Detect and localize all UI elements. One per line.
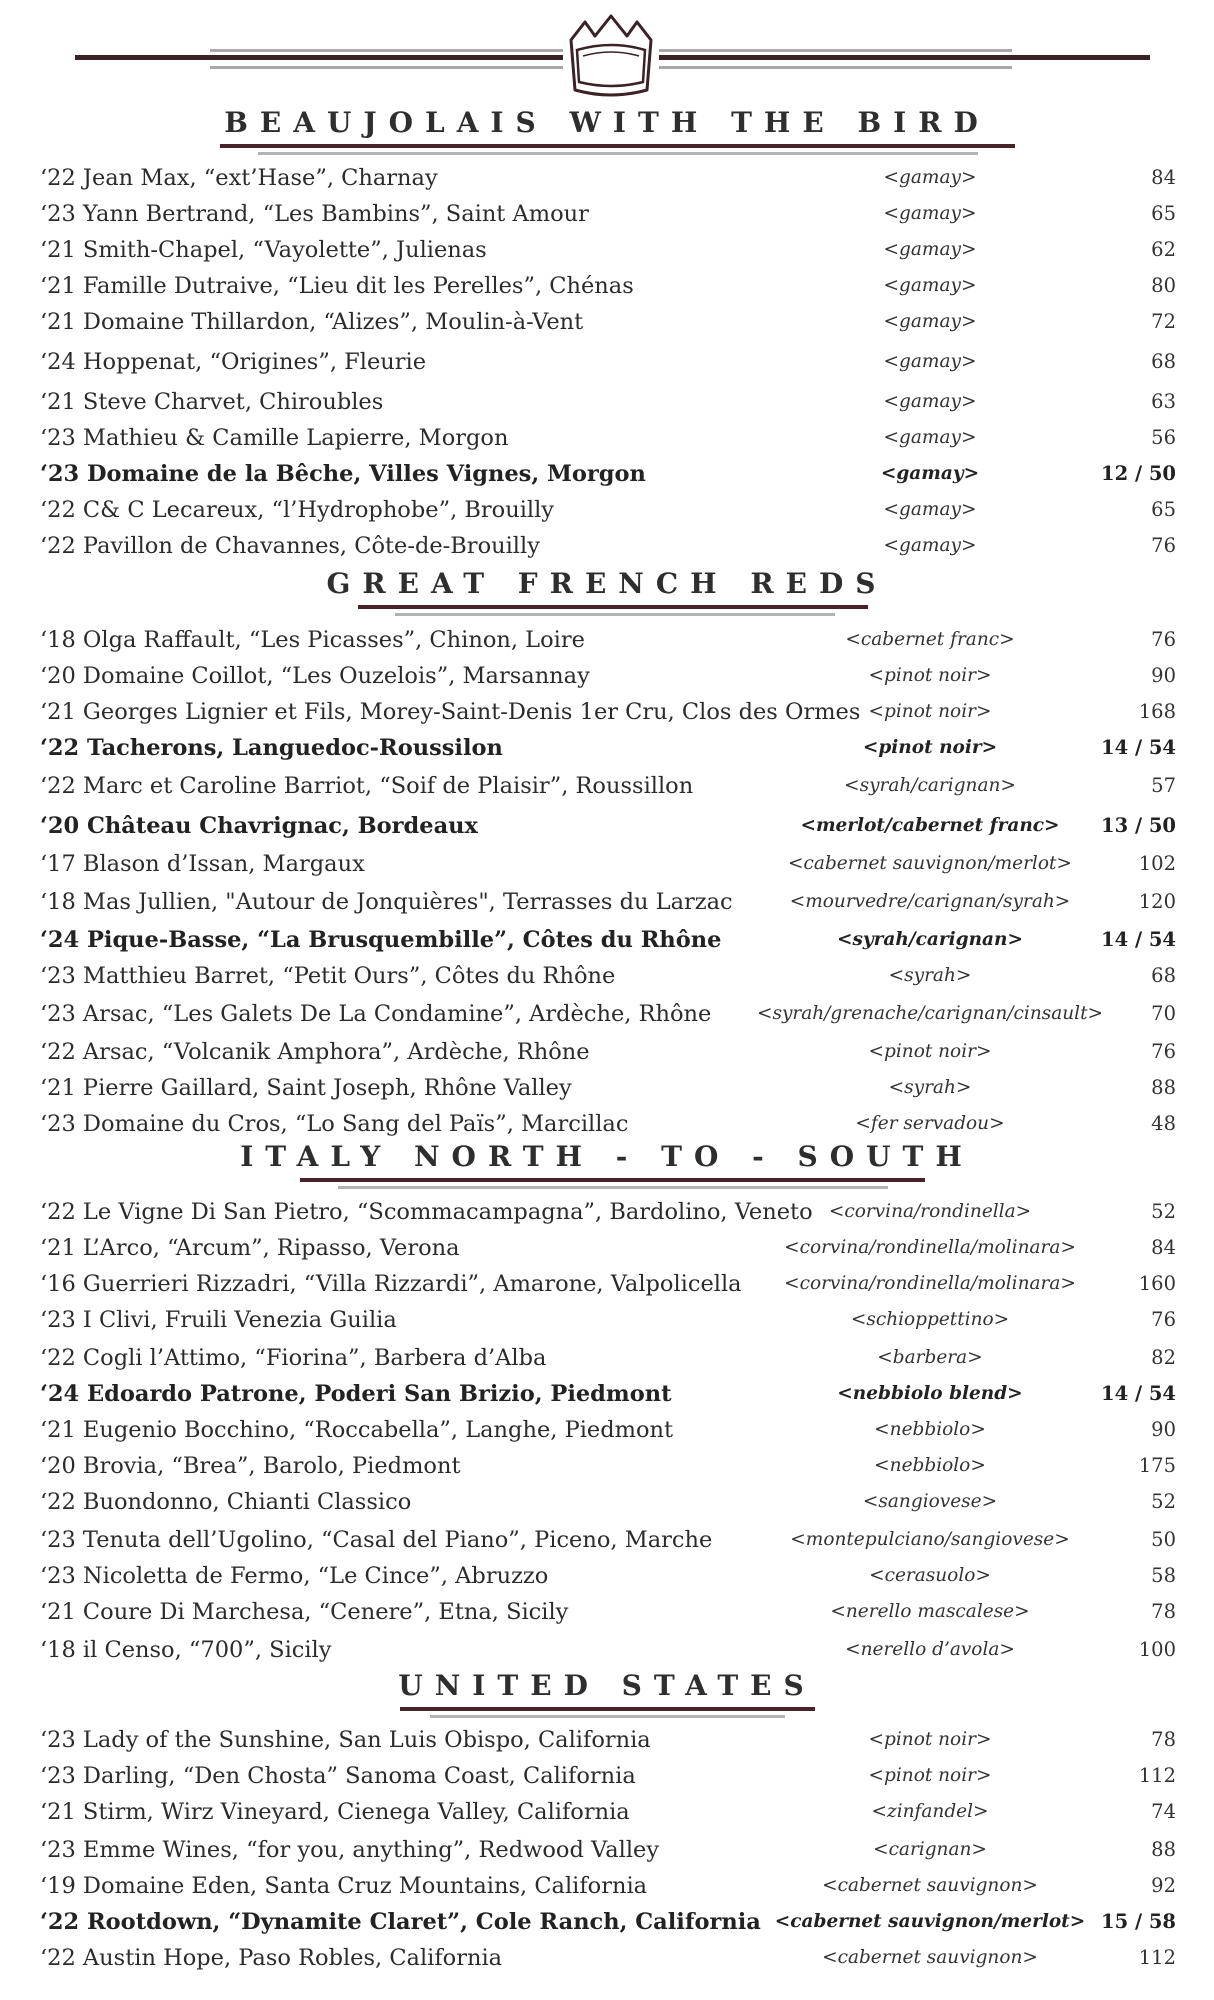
wine-price: 90 (1151, 664, 1176, 687)
wine-row (0, 773, 1214, 803)
grape-variety: <gamay> (883, 535, 977, 556)
wine-row (0, 273, 1214, 303)
wine-price: 160 (1138, 1272, 1176, 1295)
section-dark-rule (220, 144, 1015, 148)
grape-variety: <pinot noir> (862, 737, 998, 758)
grape-variety: <pinot noir> (868, 665, 992, 686)
wine-name: ‘16 Guerrieri Rizzadri, “Villa Rizzardi”, Amarone, Valpolicella (40, 1271, 742, 1297)
wine-row (0, 927, 1214, 957)
wine-price: 13 / 50 (1101, 814, 1176, 837)
grape-variety: <sangiovese> (862, 1491, 998, 1512)
grape-variety: <pinot noir> (868, 1729, 992, 1750)
grape-variety: <gamay> (883, 275, 977, 296)
grape-variety: <merlot/cabernet franc> (800, 815, 1060, 836)
wine-price: 112 (1138, 1946, 1176, 1969)
grape-variety: <cabernet sauvignon> (822, 1875, 1038, 1896)
grape-variety: <gamay> (883, 351, 977, 372)
wine-price: 84 (1151, 1236, 1176, 1259)
wine-name: ‘22 Rootdown, “Dynamite Claret”, Cole Ranch, California (40, 1909, 761, 1935)
grape-variety: <gamay> (880, 463, 980, 484)
wine-name: ‘22 Pavillon de Chavannes, Côte-de-Brouilly (40, 533, 540, 559)
wine-price: 63 (1151, 390, 1176, 413)
wine-name: ‘23 Yann Bertrand, “Les Bambins”, Saint Amour (40, 201, 589, 227)
wine-name: ‘20 Brovia, “Brea”, Barolo, Piedmont (40, 1453, 461, 1479)
wine-price: 15 / 58 (1101, 1910, 1176, 1933)
wine-name: ‘23 Lady of the Sunshine, San Luis Obispo, California (40, 1727, 651, 1753)
wine-name: ‘21 Smith-Chapel, “Vayolette”, Julienas (40, 237, 487, 263)
grape-variety: <corvina/rondinella> (828, 1201, 1032, 1222)
grape-variety: <pinot noir> (868, 1765, 992, 1786)
wine-row (0, 1489, 1214, 1519)
wine-row (0, 389, 1214, 419)
wine-price: 168 (1138, 700, 1176, 723)
wine-price: 175 (1138, 1454, 1176, 1477)
wine-row (0, 663, 1214, 693)
wine-name: ‘23 Tenuta dell’Ugolino, “Casal del Piano”, Piceno, Marche (40, 1527, 713, 1553)
top-gray-rule-right (657, 49, 1012, 52)
grape-variety: <corvina/rondinella/molinara> (784, 1273, 1076, 1294)
wine-name: ‘22 Marc et Caroline Barriot, “Soif de Plaisir”, Roussillon (40, 773, 694, 799)
section-dark-rule (358, 605, 868, 609)
wine-row (0, 1837, 1214, 1867)
wine-name: ‘20 Château Chavrignac, Bordeaux (40, 813, 478, 839)
wine-price: 48 (1151, 1112, 1176, 1135)
wine-name: ‘23 I Clivi, Fruili Venezia Guilia (40, 1307, 397, 1333)
section-title: BEAUJOLAIS WITH THE BIRD (224, 106, 990, 139)
wine-row (0, 1111, 1214, 1141)
wine-row (0, 963, 1214, 993)
wine-row (0, 1873, 1214, 1903)
wine-name: ‘21 Coure Di Marchesa, “Cenere”, Etna, Sicily (40, 1599, 569, 1625)
grape-variety: <syrah> (888, 965, 972, 986)
wine-name: ‘21 L’Arco, “Arcum”, Ripasso, Verona (40, 1235, 460, 1261)
wine-name: ‘21 Domaine Thillardon, “Alizes”, Moulin-à-Vent (40, 309, 584, 335)
grape-variety: <schioppettino> (850, 1309, 1010, 1330)
wine-price: 84 (1151, 166, 1176, 189)
wine-name: ‘21 Famille Dutraive, “Lieu dit les Perelles”, Chénas (40, 273, 634, 299)
wine-row (0, 1075, 1214, 1105)
grape-variety: <nebbiolo> (874, 1419, 986, 1440)
wine-name: ‘18 Olga Raffault, “Les Picasses”, Chinon, Loire (40, 627, 585, 653)
grape-variety: <syrah> (888, 1077, 972, 1098)
grape-variety: <cabernet sauvignon> (822, 1947, 1038, 1968)
wine-row (0, 165, 1214, 195)
wine-name: ‘23 Mathieu & Camille Lapierre, Morgon (40, 425, 509, 451)
wine-price: 78 (1151, 1728, 1176, 1751)
wine-price: 100 (1138, 1638, 1176, 1661)
wine-row (0, 1039, 1214, 1069)
section-title: ITALY NORTH - TO - SOUTH (240, 1140, 974, 1173)
top-gray-rule-left (210, 49, 565, 52)
wine-price: 76 (1151, 1308, 1176, 1331)
wine-price: 14 / 54 (1101, 1382, 1176, 1405)
wine-price: 82 (1151, 1346, 1176, 1369)
wine-row (0, 237, 1214, 267)
wine-name: ‘21 Eugenio Bocchino, “Roccabella”, Langhe, Piedmont (40, 1417, 674, 1443)
wine-row (0, 1235, 1214, 1265)
section-dark-rule (400, 1707, 815, 1711)
grape-variety: <barbera> (877, 1347, 983, 1368)
wine-name: ‘22 Le Vigne Di San Pietro, “Scommacampagna”, Bardolino, Veneto (40, 1199, 813, 1225)
wine-row (0, 1563, 1214, 1593)
wine-name: ‘24 Pique-Basse, “La Brusquembille”, Côtes du Rhône (40, 927, 722, 953)
wine-name: ‘18 Mas Jullien, "Autour de Jonquières", Terrasses du Larzac (40, 889, 733, 915)
wine-row (0, 533, 1214, 563)
wine-name: ‘24 Edoardo Patrone, Poderi San Brizio, Piedmont (40, 1381, 672, 1407)
grape-variety: <gamay> (883, 499, 977, 520)
wine-name: ‘23 Domaine de la Bêche, Villes Vignes, Morgon (40, 461, 646, 487)
wine-name: ‘20 Domaine Coillot, “Les Ouzelois”, Marsannay (40, 663, 590, 689)
section-gray-rule (395, 613, 835, 616)
grape-variety: <corvina/rondinella/molinara> (784, 1237, 1076, 1258)
grape-variety: <gamay> (883, 239, 977, 260)
wine-row (0, 1271, 1214, 1301)
wine-price: 68 (1151, 350, 1176, 373)
wine-name: ‘18 il Censo, “700”, Sicily (40, 1637, 332, 1663)
wine-name: ‘22 Jean Max, “ext’Hase”, Charnay (40, 165, 438, 191)
wine-price: 78 (1151, 1600, 1176, 1623)
wine-row (0, 889, 1214, 919)
wine-row (0, 1763, 1214, 1793)
wine-price: 70 (1151, 1002, 1176, 1025)
section-dark-rule (300, 1178, 925, 1182)
wine-row (0, 425, 1214, 455)
grape-variety: <cabernet franc> (845, 629, 1015, 650)
grape-variety: <syrah/carignan> (844, 775, 1016, 796)
wine-price: 50 (1151, 1528, 1176, 1551)
wine-price: 112 (1138, 1764, 1176, 1787)
grape-variety: <cabernet sauvignon/merlot> (774, 1911, 1086, 1932)
wine-price: 14 / 54 (1101, 928, 1176, 951)
section-gray-rule (258, 152, 978, 155)
wine-price: 72 (1151, 310, 1176, 333)
grape-variety: <gamay> (883, 203, 977, 224)
wine-row (0, 1727, 1214, 1757)
wine-row (0, 1417, 1214, 1447)
grape-variety: <zinfandel> (871, 1801, 989, 1822)
grape-variety: <gamay> (883, 391, 977, 412)
wine-row (0, 1637, 1214, 1667)
grape-variety: <pinot noir> (868, 701, 992, 722)
grape-variety: <syrah/carignan> (837, 929, 1023, 950)
wine-name: ‘23 Nicoletta de Fermo, “Le Cince”, Abruzzo (40, 1563, 549, 1589)
grape-variety: <nerello mascalese> (830, 1601, 1030, 1622)
wine-name: ‘21 Georges Lignier et Fils, Morey-Saint-Denis 1er Cru, Clos des Ormes (40, 699, 861, 725)
grape-variety: <cabernet sauvignon/merlot> (788, 853, 1072, 874)
grape-variety: <pinot noir> (868, 1041, 992, 1062)
wine-name: ‘21 Pierre Gaillard, Saint Joseph, Rhône Valley (40, 1075, 572, 1101)
wine-row (0, 1799, 1214, 1829)
wine-name: ‘23 Emme Wines, “for you, anything”, Redwood Valley (40, 1837, 660, 1863)
wine-price: 80 (1151, 274, 1176, 297)
wine-row (0, 627, 1214, 657)
wine-name: ‘22 Cogli l’Attimo, “Fiorina”, Barbera d’Alba (40, 1345, 547, 1371)
grape-variety: <fer servadou> (855, 1113, 1005, 1134)
grape-variety: <mourvedre/carignan/syrah> (789, 891, 1071, 912)
wine-name: ‘21 Steve Charvet, Chiroubles (40, 389, 384, 415)
top-gray-rule-left-lower (210, 66, 565, 69)
wine-row (0, 1527, 1214, 1557)
grape-variety: <nerello d’avola> (845, 1639, 1015, 1660)
wine-row (0, 1453, 1214, 1483)
wine-name: ‘23 Darling, “Den Chosta” Sanoma Coast, California (40, 1763, 636, 1789)
top-gray-rule-right-lower (657, 66, 1012, 69)
crown-icon (563, 10, 659, 98)
section-title: UNITED STATES (398, 1669, 816, 1702)
grape-variety: <gamay> (883, 311, 977, 332)
wine-name: ‘21 Stirm, Wirz Vineyard, Cienega Valley, California (40, 1799, 630, 1825)
wine-row (0, 1945, 1214, 1975)
grape-variety: <cerasuolo> (869, 1565, 991, 1586)
wine-row (0, 813, 1214, 843)
wine-row (0, 497, 1214, 527)
wine-name: ‘19 Domaine Eden, Santa Cruz Mountains, California (40, 1873, 648, 1899)
wine-row (0, 735, 1214, 765)
grape-variety: <nebbiolo blend> (837, 1383, 1023, 1404)
wine-name: ‘24 Hoppenat, “Origines”, Fleurie (40, 349, 427, 375)
wine-price: 65 (1151, 498, 1176, 521)
wine-price: 56 (1151, 426, 1176, 449)
wine-row (0, 1381, 1214, 1411)
wine-price: 92 (1151, 1874, 1176, 1897)
wine-price: 102 (1138, 852, 1176, 875)
grape-variety: <syrah/grenache/carignan/cinsault> (756, 1003, 1104, 1024)
wine-row (0, 461, 1214, 491)
wine-price: 120 (1138, 890, 1176, 913)
wine-price: 57 (1151, 774, 1176, 797)
wine-name: ‘23 Matthieu Barret, “Petit Ours”, Côtes du Rhône (40, 963, 616, 989)
section-title: GREAT FRENCH REDS (326, 567, 888, 600)
wine-price: 12 / 50 (1101, 462, 1176, 485)
wine-name: ‘22 Tacherons, Languedoc-Roussilon (40, 735, 503, 761)
wine-name: ‘17 Blason d’Issan, Margaux (40, 851, 365, 877)
wine-price: 76 (1151, 628, 1176, 651)
wine-price: 14 / 54 (1101, 736, 1176, 759)
wine-name: ‘22 Buondonno, Chianti Classico (40, 1489, 412, 1515)
wine-row (0, 1001, 1214, 1031)
wine-price: 88 (1151, 1838, 1176, 1861)
wine-name: ‘23 Arsac, “Les Galets De La Condamine”, Ardèche, Rhône (40, 1001, 712, 1027)
wine-name: ‘22 Arsac, “Volcanik Amphora”, Ardèche, Rhône (40, 1039, 590, 1065)
wine-row (0, 1199, 1214, 1229)
wine-price: 88 (1151, 1076, 1176, 1099)
wine-price: 90 (1151, 1418, 1176, 1441)
wine-row (0, 309, 1214, 339)
wine-price: 68 (1151, 964, 1176, 987)
wine-row (0, 1599, 1214, 1629)
wine-price: 65 (1151, 202, 1176, 225)
grape-variety: <montepulciano/sangiovese> (790, 1529, 1070, 1550)
wine-name: ‘23 Domaine du Cros, “Lo Sang del Païs”, Marcillac (40, 1111, 629, 1137)
wine-name: ‘22 C& C Lecareux, “l’Hydrophobe”, Brouilly (40, 497, 555, 523)
wine-row (0, 1345, 1214, 1375)
grape-variety: <gamay> (883, 427, 977, 448)
wine-name: ‘22 Austin Hope, Paso Robles, California (40, 1945, 503, 1971)
grape-variety: <gamay> (883, 167, 977, 188)
wine-row (0, 349, 1214, 379)
grape-variety: <carignan> (873, 1839, 987, 1860)
wine-price: 58 (1151, 1564, 1176, 1587)
wine-row (0, 699, 1214, 729)
wine-row (0, 1307, 1214, 1337)
section-gray-rule (430, 1715, 785, 1718)
wine-price: 52 (1151, 1490, 1176, 1513)
wine-row (0, 851, 1214, 881)
wine-price: 62 (1151, 238, 1176, 261)
wine-price: 74 (1151, 1800, 1176, 1823)
wine-row (0, 1909, 1214, 1939)
wine-row (0, 201, 1214, 231)
wine-price: 76 (1151, 534, 1176, 557)
grape-variety: <nebbiolo> (874, 1455, 986, 1476)
wine-price: 52 (1151, 1200, 1176, 1223)
section-gray-rule (338, 1186, 888, 1189)
wine-price: 76 (1151, 1040, 1176, 1063)
